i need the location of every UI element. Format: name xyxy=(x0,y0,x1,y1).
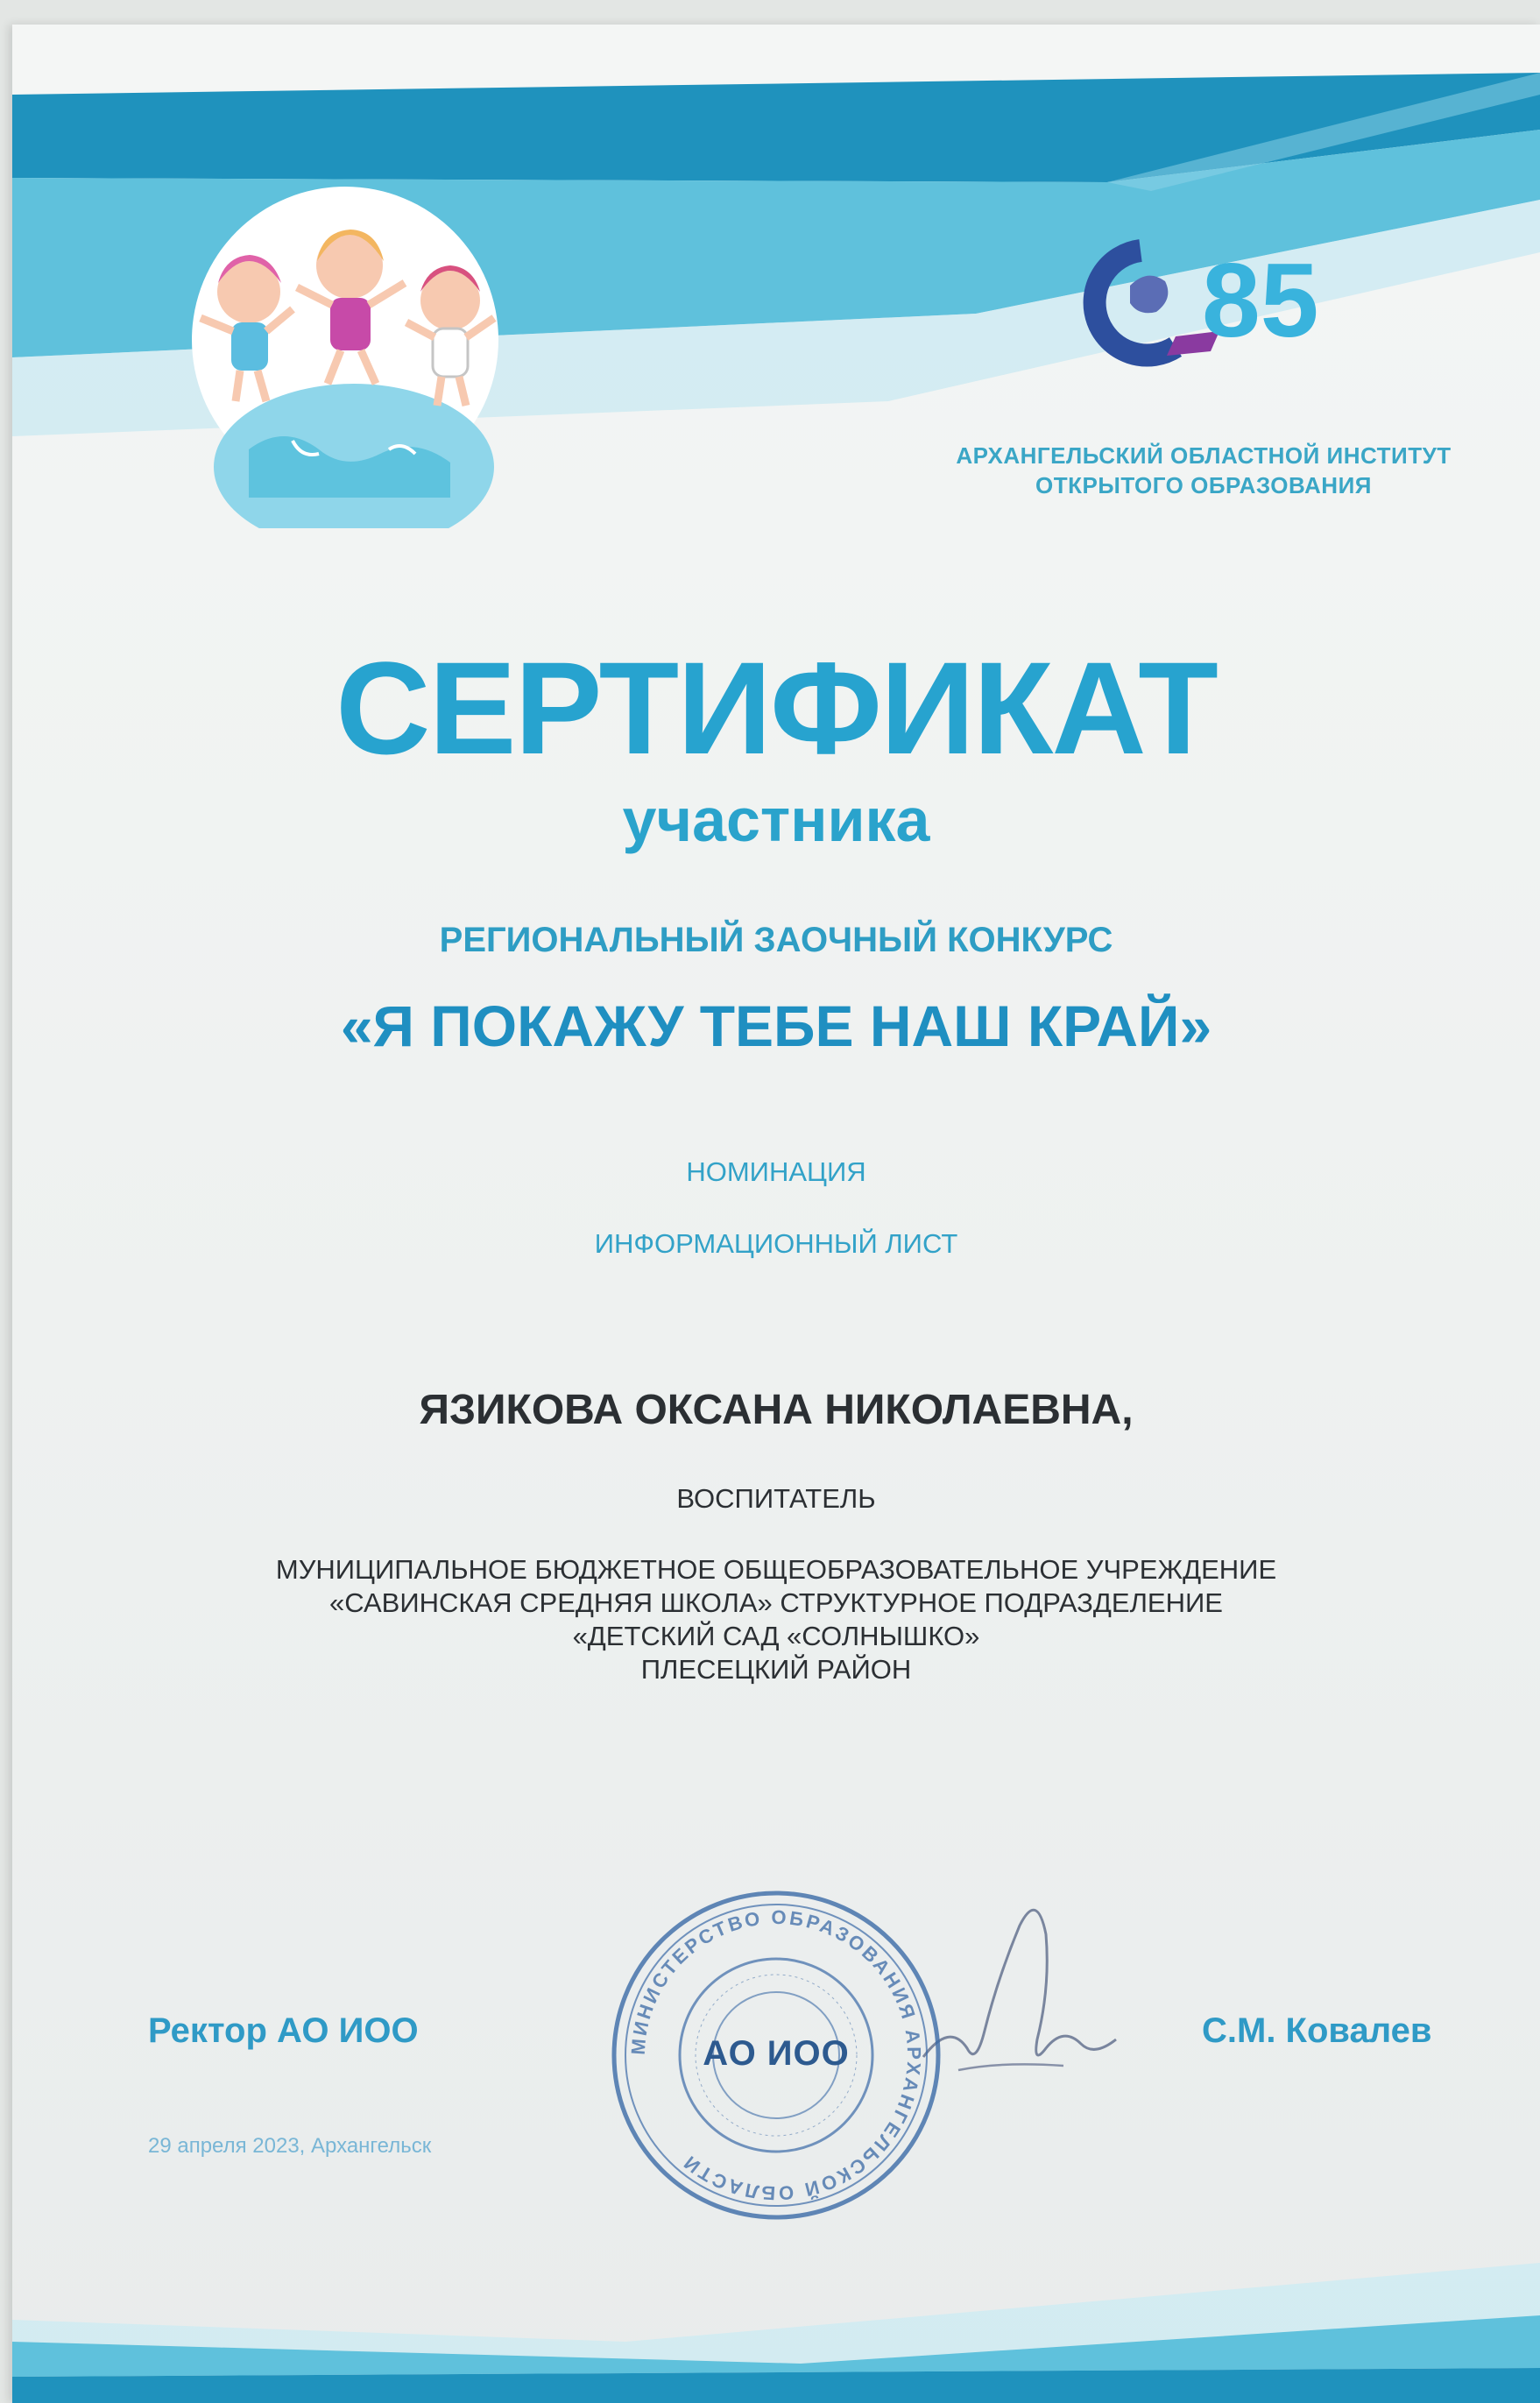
footer-band xyxy=(12,2210,1540,2403)
contest-kind: РЕГИОНАЛЬНЫЙ ЗАОЧНЫЙ КОНКУРС xyxy=(439,921,1113,959)
recipient-position: ВОСПИТАТЕЛЬ xyxy=(676,1483,876,1514)
recipient-name: ЯЗИКОВА ОКСАНА НИКОЛАЕВНА, xyxy=(419,1387,1134,1433)
institute-name xyxy=(915,441,1493,500)
kids-globe-illustration xyxy=(170,187,555,528)
recipient-organization xyxy=(12,1553,1540,1686)
nomination-value: ИНФОРМАЦИОННЫЙ ЛИСТ xyxy=(594,1228,958,1259)
organization-line: МУНИЦИПАЛЬНОЕ БЮДЖЕТНОЕ ОБЩЕОБРАЗОВАТЕЛЬНОЕ УЧРЕЖДЕНИЕ xyxy=(275,1554,1277,1585)
rector-label: Ректор АО ИОО xyxy=(148,2011,419,2050)
certificate-sheet xyxy=(12,25,1540,2403)
issue-date: 29 апреля 2023, Архангельск xyxy=(148,2134,432,2158)
contest-name: «Я ПОКАЖУ ТЕБЕ НАШ КРАЙ» xyxy=(340,993,1212,1058)
stamp-center-text: АО ИОО xyxy=(703,2034,850,2073)
institute-name-line2: ОТКРЫТОГО ОБРАЗОВАНИЯ xyxy=(1035,472,1372,498)
logo-number: 85 xyxy=(1202,242,1319,359)
nomination-label: НОМИНАЦИЯ xyxy=(686,1156,866,1187)
certificate-title: СЕРТИФИКАТ xyxy=(336,634,1217,781)
stamp-ring-text: МИНИСТЕРСТВО ОБРАЗОВАНИЯ АРХАНГЕЛЬСКОЙ ОБЛАСТИ xyxy=(626,1905,926,2205)
signer-name: С.М. Ковалев xyxy=(1202,2011,1432,2050)
certificate-subtitle: участника xyxy=(622,786,930,854)
organization-line: «САВИНСКАЯ СРЕДНЯЯ ШКОЛА» СТРУКТУРНОЕ ПОДРАЗДЕЛЕНИЕ xyxy=(329,1587,1223,1618)
institute-85-logo xyxy=(1079,233,1342,382)
organization-line: ПЛЕСЕЦКИЙ РАЙОН xyxy=(640,1654,912,1685)
institute-name-line1: АРХАНГЕЛЬСКИЙ ОБЛАСТНОЙ ИНСТИТУТ xyxy=(956,442,1452,469)
organization-line: «ДЕТСКИЙ САД «СОЛНЫШКО» xyxy=(572,1621,980,1651)
